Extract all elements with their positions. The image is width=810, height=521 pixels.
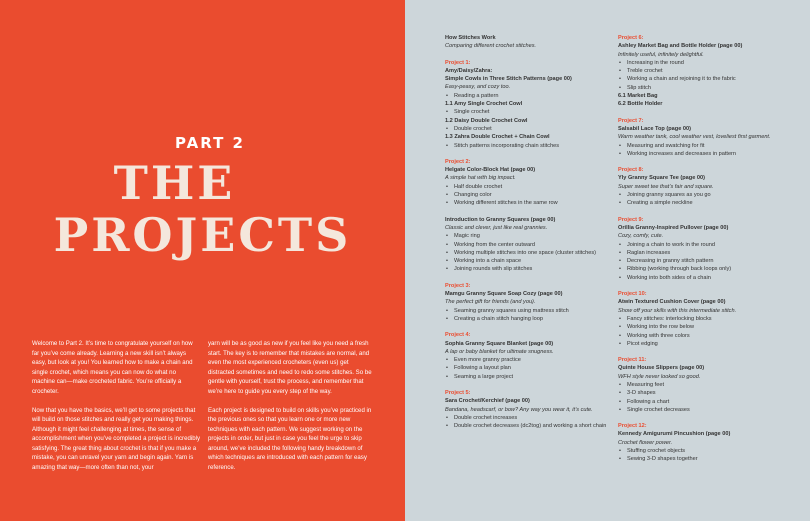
toc-entry: [618, 290, 788, 348]
project-title: Ashley Market Bag and Bottle Holder (page 00): [618, 43, 743, 50]
project-title: Helgate Color-Block Hat (page 00): [445, 167, 536, 174]
intro-paragraph: Now that you have the basics, we’ll get to some projects that will build on those stitches and really get you making things. Although it might feel challenging at times, the sense of accomplishment when you’ve completed a project is incredibly satisfying. The great thing about crochet is that if you make a mistake, you can unravel your yarn and begin again. Yarn is amazing that way—more often than not, your: [32, 406, 200, 471]
toc-entry: [618, 422, 788, 463]
project-title: Atwin Textured Cushion Cover (page 00): [618, 299, 726, 306]
technique-item: • Double crochet increases: [445, 414, 615, 422]
project-description: Comparing different crochet stitches.: [445, 43, 537, 50]
toc-entry: [618, 34, 788, 109]
project-title: Salsabil Lace Top (page 00): [618, 125, 691, 132]
project-description: Classic and clever, just like real grannies.: [445, 224, 548, 231]
toc-entry: [445, 389, 615, 430]
technique-item: • Working with three colors: [618, 332, 788, 340]
title-line-2: PROJECTS: [53, 208, 352, 262]
toc-entry: [618, 356, 788, 414]
technique-item: • Working multiple stitches into one space (cluster stitches): [445, 249, 615, 257]
technique-item: • Working a chain and rejoining it to the fabric: [618, 75, 788, 83]
project-description: Show off your skills with this intermediate stitch.: [618, 307, 737, 314]
technique-item: • Working increases and decreases in pattern: [618, 150, 788, 158]
technique-item: • Raglan increases: [618, 249, 788, 257]
technique-item: • Creating a simple neckline: [618, 199, 788, 207]
technique-item: • Slip stitch: [618, 84, 788, 92]
technique-item: • Following a chart: [618, 398, 788, 406]
sub-project-title: 1.2 Daisy Double Crochet Cowl: [445, 117, 528, 124]
project-number: Project 10:: [618, 291, 647, 298]
technique-item: • Decreasing in granny stitch pattern: [618, 257, 788, 265]
technique-item: • Joining a chain to work in the round: [618, 241, 788, 249]
technique-item: • Reading a pattern: [445, 92, 615, 100]
intro-column-1: [32, 339, 200, 482]
project-description: Warm weather tank, cool weather vest, loveliest first garment.: [618, 134, 771, 141]
toc-entry: [445, 331, 615, 381]
project-title: Yly Granny Square Tee (page 00): [618, 175, 705, 182]
toc-column-b: [618, 34, 788, 472]
project-number: Project 6:: [618, 35, 644, 41]
technique-item: • Changing color: [445, 191, 615, 199]
technique-item: • Joining rounds with slip stitches: [445, 265, 615, 273]
project-title: Introduction to Granny Squares (page 00): [445, 216, 556, 223]
toc-entry: [618, 117, 788, 158]
technique-item: • Working from the center outward: [445, 241, 615, 249]
technique-item: • Working into both sides of a chain: [618, 274, 788, 282]
technique-item: • Seaming granny squares using mattress stitch: [445, 307, 615, 315]
project-description: WFH style never looked so good.: [618, 373, 701, 380]
technique-item: • 3-D shapes: [618, 389, 788, 397]
sub-project-title: 6.1 Market Bag: [618, 93, 658, 100]
project-number: Project 9:: [618, 216, 644, 223]
technique-item: • Working into the row below: [618, 323, 788, 331]
toc-entry: [445, 216, 615, 274]
project-title: Amy/Daisy/Zahra:: [445, 67, 493, 74]
technique-item: • Sewing 3-D shapes together: [618, 455, 788, 463]
project-title: Kennedy Amigurumi Pincushion (page 00): [618, 431, 731, 438]
project-number: Project 8:: [618, 167, 644, 174]
technique-item: • Picot edging: [618, 340, 788, 348]
project-title: Simple Cowls in Three Stitch Patterns (page 00): [445, 76, 572, 83]
technique-item: • Double crochet decreases (dc2tog) and working a short chain: [445, 422, 615, 430]
project-number: Project 12:: [618, 423, 647, 430]
project-number: Project 3:: [445, 282, 471, 289]
technique-item: • Stuffing crochet objects: [618, 447, 788, 455]
project-title: Mamgu Granny Square Soap Cozy (page 00): [445, 291, 563, 298]
technique-item: • Treble crochet: [618, 67, 788, 75]
technique-item: • Joining granny squares as you go: [618, 191, 788, 199]
toc-entry: [618, 166, 788, 207]
project-description: Cozy, comfy, cute.: [618, 233, 664, 240]
part-label: PART 2: [175, 134, 245, 152]
project-title: Sara Crochet/Kerchief (page 00): [445, 398, 530, 405]
technique-item: • Increasing in the round: [618, 59, 788, 67]
project-description: Crochet flower power.: [618, 439, 673, 446]
title-line-1: THE: [113, 156, 236, 210]
project-description: Bandana, headscarf, or bow? Any way you wear it, it’s cute.: [445, 406, 593, 413]
project-description: Super sweet tee that’s fair and square.: [618, 183, 714, 190]
toc-entry: [618, 216, 788, 282]
technique-item: • Even more granny practice: [445, 356, 615, 364]
technique-item: • Fancy stitches: interlocking blocks: [618, 315, 788, 323]
intro-paragraph: Welcome to Part 2. It’s time to congratulate yourself on how far you’ve come already. Learning a new skill isn’t always easy, but look at you! You learned how to make a chain and single crochet, which means you can now do what no machine can—make crocheted fabric. You’re officially a crocheter.: [32, 340, 193, 395]
project-description: The perfect gift for friends (and you).: [445, 299, 536, 306]
project-number: Project 11:: [618, 357, 647, 364]
technique-item: • Double crochet: [445, 125, 615, 133]
project-number: Project 5:: [445, 389, 471, 396]
toc-column-a: [445, 34, 615, 438]
project-title: Sophia Granny Square Blanket (page 00): [445, 340, 554, 347]
project-number: Project 4:: [445, 332, 471, 339]
technique-item: • Working into a chain space: [445, 257, 615, 265]
intro-paragraph: Each project is designed to build on skills you’ve practiced in the previous ones so that you learn one or more new techniques with each pattern. We suggest working on the projects in order, but just in case you feel the urge to skip around, we’ve included the following handy breakdown of which techniques are introduced with each pattern for easy reference.: [208, 406, 372, 471]
project-number: Project 1:: [445, 59, 471, 66]
project-number: Project 2:: [445, 158, 471, 165]
intro-paragraph: yarn will be as good as new if you feel like you need a fresh start. The key is to remember that mistakes are normal, and even the most experienced crocheters (even us) get distracted sometimes and need to redo some stitches. So be gentle with yourself, trust the process, and remember that we’re here to guide you every step of the way.: [208, 340, 372, 395]
toc-entry: [445, 282, 615, 323]
project-title: Quinte House Slippers (page 00): [618, 365, 705, 372]
technique-item: • Stitch patterns incorporating chain stitches: [445, 142, 615, 150]
sub-project-title: 6.2 Bottle Holder: [618, 101, 663, 108]
sub-project-title: 1.1 Amy Single Crochet Cowl: [445, 101, 523, 108]
toc-entry: [445, 59, 615, 150]
project-title: How Stitches Work: [445, 35, 496, 41]
project-title: Orillia Granny-Inspired Pullover (page 00): [618, 224, 729, 231]
technique-item: • Creating a chain stitch hanging loop: [445, 315, 615, 323]
project-description: A simple hat with big impact.: [445, 175, 516, 182]
technique-item: • Single crochet decreases: [618, 406, 788, 414]
project-description: Easy-peasy, and cozy too.: [445, 84, 511, 91]
technique-item: • Magic ring: [445, 232, 615, 240]
project-number: Project 7:: [618, 117, 644, 124]
technique-item: • Working different stitches in the same row: [445, 199, 615, 207]
toc-entry: [445, 158, 615, 208]
technique-item: • Single crochet: [445, 108, 615, 116]
technique-item: • Measuring feet: [618, 381, 788, 389]
technique-item: • Ribbing (working through back loops only): [618, 265, 788, 273]
intro-column-2: [208, 339, 376, 482]
project-description: Infinitely useful, infinitely delightful.: [618, 51, 704, 58]
toc-entry: [445, 34, 615, 51]
sub-project-title: 1.3 Zahra Double Crochet + Chain Cowl: [445, 134, 550, 141]
technique-item: • Measuring and swatching for fit: [618, 142, 788, 150]
technique-item: • Seaming a large project: [445, 373, 615, 381]
technique-item: • Following a layout plan: [445, 364, 615, 372]
technique-item: • Half double crochet: [445, 183, 615, 191]
project-description: A lap or baby blanket for ultimate snugness.: [445, 348, 554, 355]
